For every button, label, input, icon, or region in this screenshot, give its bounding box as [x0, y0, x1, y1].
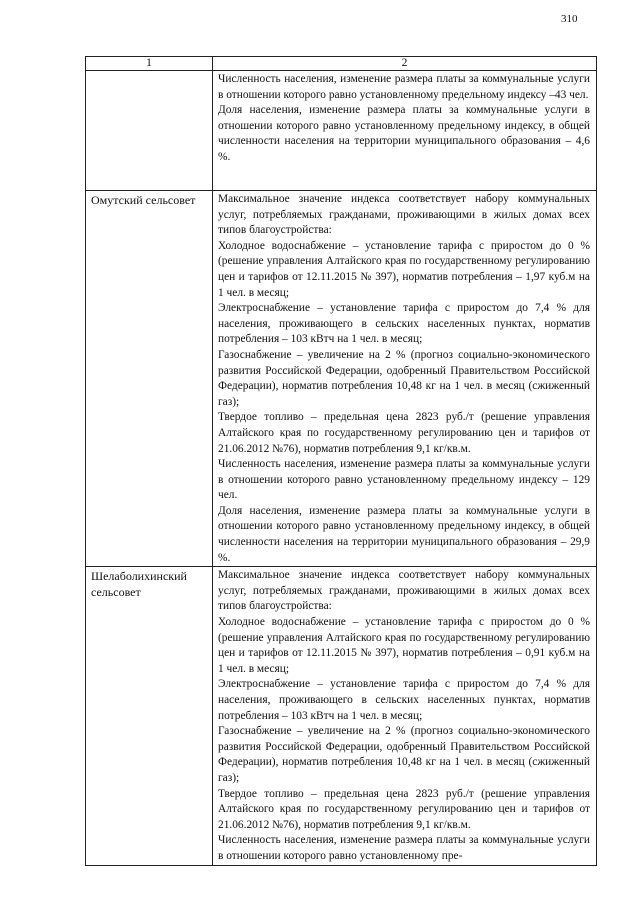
column-header-1: 1	[86, 57, 213, 71]
table-row	[86, 71, 597, 191]
content-paragraph: Доля населения, изменение размера платы за коммунальные услуги в отношении которого равно установленному предельному индексу, в общей численности населения на территории муниципального образования – 29,9 %.	[218, 504, 590, 564]
page-number: 310	[561, 13, 578, 25]
content-paragraph: Численность населения, изменение размера платы за коммунальные услуги в отношении которого равно установленному предельному индексу –43 чел.	[218, 73, 590, 101]
table-header-row	[86, 57, 597, 71]
content-paragraph: Электроснабжение – установление тарифа с приростом до 7,4 % для населения, проживающего в сельских населенных пунктах, норматив потребления – 103 кВтч на 1 чел. в месяц;	[218, 678, 590, 722]
content-paragraph: Доля населения, изменение размера платы за коммунальные услуги в отношении которого равно установленному предельному индексу, в общей численности населения на территории муниципального образования – 4,6 %.	[218, 104, 590, 163]
content-paragraph: Твердое топливо – предельная цена 2823 руб./т (решение управления Алтайского края по государственному регулированию цен и тарифов от 21.06.2012 №76), норматив потребления 9,1 кг/кв.м.	[218, 411, 590, 455]
column-header-2: 2	[213, 57, 597, 71]
content-paragraph: Максимальное значение индекса соответствует набору коммунальных услуг, потребляемых гражданами, проживающими в жилых домах всех типов благоустройства:	[218, 193, 590, 237]
municipality-name	[86, 71, 213, 191]
municipality-name: Шелаболихинский сельсовет	[86, 567, 213, 866]
content-paragraph: Газоснабжение – увеличение на 2 % (прогноз социально-экономического развития Российской Федерации, одобренный Правительством Российской Федерации), норматив потребления 10,48 кг на 1 чел. в месяц (сжиженный газ);	[218, 348, 590, 408]
content-paragraph: Численность населения, изменение размера платы за коммунальные услуги в отношении которого равно установленному предельному индексу – 129 чел.	[218, 458, 590, 502]
row-content	[213, 191, 597, 567]
content-paragraph: Холодное водоснабжение – установление тарифа с приростом до 0 % (решение управления Алтайского края по государственному регулированию цен и тарифов от 12.11.2015 № 397), норматив потребления – 1,97 куб.м на 1 чел. в месяц;	[218, 239, 590, 299]
table-row	[86, 191, 597, 567]
content-paragraph: Твердое топливо – предельная цена 2823 руб./т (решение управления Алтайского края по государственному регулированию цен и тарифов от 21.06.2012 №76), норматив потребления 9,1 кг/кв.м.	[218, 787, 590, 831]
content-paragraph: Максимальное значение индекса соответствует набору коммунальных услуг, потребляемых гражданами, проживающими в жилых домах всех типов благоустройства:	[218, 569, 590, 613]
table-row	[86, 567, 597, 866]
content-paragraph: Газоснабжение – увеличение на 2 % (прогноз социально-экономического развития Российской Федерации, одобренный Правительством Российской Федерации), норматив потребления 10,48 кг на 1 чел. в месяц (сжиженный газ);	[218, 725, 590, 784]
row-content	[213, 567, 597, 866]
row-content	[213, 71, 597, 191]
content-paragraph: Электроснабжение – установление тарифа с приростом до 7,4 % для населения, проживающего в сельских населенных пунктах, норматив потребления – 103 кВтч на 1 чел. в месяц;	[218, 302, 590, 346]
content-paragraph: Численность населения, изменение размера платы за коммунальные услуги в отношении которого равно установленному пре-	[218, 834, 590, 862]
municipality-name: Омутский сельсовет	[86, 191, 213, 567]
municipality-tariff-table	[85, 56, 597, 866]
content-paragraph: Холодное водоснабжение – установление тарифа с приростом до 0 % (решение управления Алтайского края по государственному регулированию цен и тарифов от 12.11.2015 № 397), норматив потребления – 0,91 куб.м на 1 чел. в месяц;	[218, 616, 590, 675]
